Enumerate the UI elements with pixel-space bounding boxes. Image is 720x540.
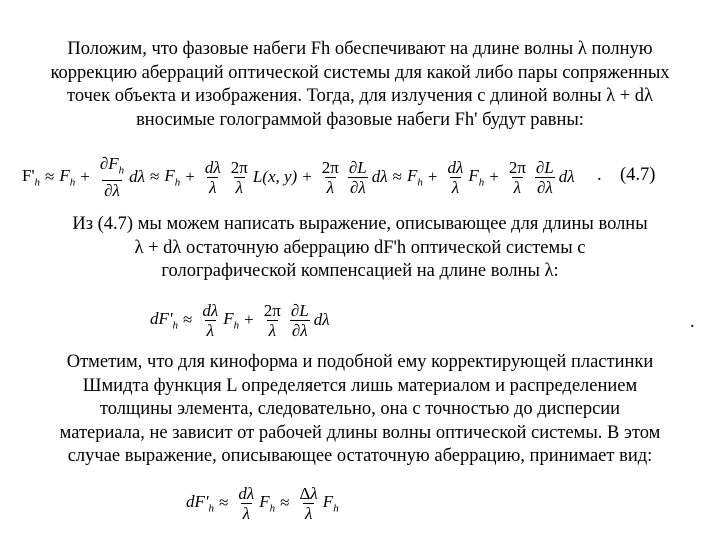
eq3-approx-sign-2: ≈ bbox=[280, 493, 290, 512]
eq1-term-dlambda-3: dλ bbox=[558, 167, 575, 186]
equation-residual-aberration bbox=[150, 295, 370, 345]
paragraph-2-line-1: Из (4.7) мы можем написать выражение, описывающее для длины волны bbox=[72, 214, 648, 234]
eq1-approx-sign-3: ≈ bbox=[392, 167, 402, 186]
paragraph-3-line-1: Отметим, что для киноформа и подобной ему корректирующей пластинки bbox=[66, 352, 654, 372]
eq1-term-fh-4: $F_h$ bbox=[468, 165, 485, 189]
paragraph-2-line-2: λ + dλ остаточную аберрацию dF'h оптической системы с bbox=[134, 237, 586, 258]
eq1-plus-sign-4: + bbox=[427, 167, 438, 186]
eq1-plus-sign-2: + bbox=[185, 167, 195, 186]
eq2-term-fh: $F_h$ bbox=[223, 308, 240, 332]
paragraph-1-line-4: вносимые голограммой фазовые набеги Fh' будут равны: bbox=[136, 109, 584, 130]
eq1-term-fh-2: $F_h$ bbox=[164, 165, 181, 189]
eq2-term-dfh-prime: $dF'_h$ bbox=[150, 308, 179, 332]
eq1-fraction-2pi-lambda-2: $\frac{2\pi}{\lambda}$ bbox=[321, 157, 339, 197]
eq1-term-dlambda: dλ bbox=[129, 167, 146, 186]
paragraph-2-line-3: голографической компенсацией на длине волны λ: bbox=[161, 261, 559, 281]
equation-kinoform-aberration bbox=[186, 478, 366, 528]
eq1-term-lxy: L(x, y) bbox=[252, 167, 298, 186]
eq1-plus-sign-5: + bbox=[489, 167, 499, 186]
equation-4-7 bbox=[22, 152, 602, 202]
eq3-term-dfh-prime: $dF'_h$ bbox=[186, 491, 215, 515]
eq3-approx-sign: ≈ bbox=[219, 493, 229, 512]
eq1-fraction-dfh-dlambda: $\frac{\partial F_h}{\partial\lambda}$ bbox=[99, 153, 125, 201]
paragraph-3-line-4: материала, не зависит от рабочей длины волны оптической системы. В этом bbox=[59, 422, 661, 443]
eq1-approx-sign: ≈ bbox=[45, 167, 55, 186]
eq1-plus-sign-3: + bbox=[302, 167, 312, 186]
eq2-fraction-dlambda-lambda: $\frac{d\lambda}{\lambda}$ bbox=[202, 300, 219, 340]
eq1-fraction-dl-dlambda-2: $\frac{\partial L}{\partial\lambda}$ bbox=[535, 157, 554, 197]
paragraph-1-line-3: точек объекта и изображения. Тогда, для излучения с длиной волны λ + dλ bbox=[66, 86, 654, 106]
eq1-fraction-dlambda-lambda: $\frac{d\lambda}{\lambda}$ bbox=[204, 157, 221, 197]
paragraph-3-line-2: Шмидта функция L определяется лишь материалом и распределением bbox=[82, 375, 638, 396]
eq2-approx-sign: ≈ bbox=[183, 310, 193, 329]
eq3-fraction-dlambda-lambda: $\frac{d\lambda}{\lambda}$ bbox=[238, 483, 255, 523]
eq1-term-fh: $F_h$ bbox=[59, 165, 76, 189]
paragraph-1-line-2: коррекцию аберраций оптической системы для какой либо пары сопряженных bbox=[50, 62, 670, 83]
paragraph-1 bbox=[18, 38, 702, 132]
eq3-term-fh-2: $F_h$ bbox=[322, 491, 339, 515]
paragraph-3-line-5: случае выражение, описывающее остаточную аберрацию, принимает вид: bbox=[67, 446, 653, 466]
eq2-fraction-dl-dlambda: $\frac{\partial L}{\partial\lambda}$ bbox=[290, 300, 309, 340]
eq1-fraction-dlambda-lambda-2: $\frac{d\lambda}{\lambda}$ bbox=[447, 157, 464, 197]
paragraph-1-line-1: Положим, что фазовые набеги Fh обеспечивают на длине волны λ полную bbox=[67, 39, 653, 59]
eq2-term-dlambda: dλ bbox=[313, 310, 330, 329]
equation-1-dot: . bbox=[597, 165, 602, 185]
eq3-fraction-delta-lambda-lambda: $\frac{\Delta\lambda}{\lambda}$ bbox=[299, 483, 318, 523]
eq1-term-fh-prime: $F'_h$ bbox=[22, 165, 41, 189]
eq1-fraction-2pi-lambda: $\frac{2\pi}{\lambda}$ bbox=[230, 157, 248, 197]
paragraph-3-line-3: толщины элемента, следовательно, она с точностью до дисперсии bbox=[99, 399, 621, 419]
eq1-term-fh-3: $F_h$ bbox=[406, 165, 423, 189]
eq1-plus-sign: + bbox=[80, 167, 90, 186]
eq1-approx-sign-2: ≈ bbox=[150, 167, 160, 186]
eq1-fraction-dl-dlambda: $\frac{\partial L}{\partial\lambda}$ bbox=[348, 157, 367, 197]
paragraph-2 bbox=[18, 213, 702, 284]
eq1-term-dlambda-2: dλ bbox=[371, 167, 388, 186]
equation-number-4-7: (4.7) bbox=[620, 165, 656, 185]
eq3-term-fh: $F_h$ bbox=[259, 491, 276, 515]
eq2-fraction-2pi-lambda: $\frac{2\pi}{\lambda}$ bbox=[263, 300, 281, 340]
eq1-fraction-2pi-lambda-3: $\frac{2\pi}{\lambda}$ bbox=[508, 157, 526, 197]
paragraph-3 bbox=[18, 351, 702, 469]
eq2-plus-sign: + bbox=[244, 310, 254, 329]
equation-2-trailing-dot: . bbox=[690, 312, 695, 332]
